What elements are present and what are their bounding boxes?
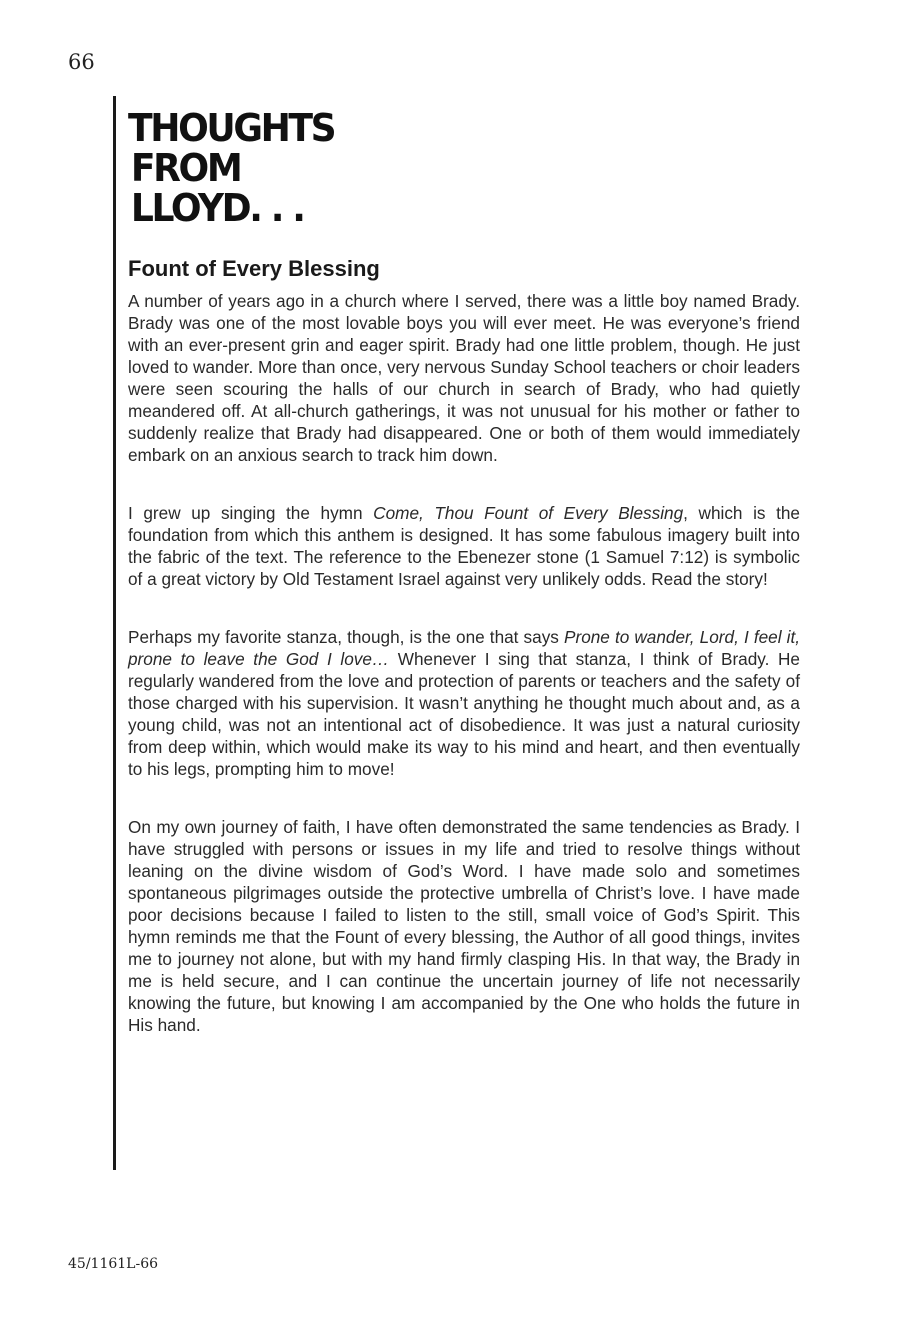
paragraph-1: A number of years ago in a church where I served, there was a little boy named Brady. Brady was one of the most lovable boys you will ever meet. He was everyone’s friend with an ever-present grin and eager spirit. Brady had one little problem, though. He just loved to wander. More than once, very nervous Sunday School teachers or choir leaders were seen scouring the halls of our church in search of Brady, who had quietly meandered off. At all-church gatherings, it was not unusual for his mother or father to suddenly realize that Brady had disappeared. One or both of them would immediately embark on an anxious search to track him down. [128, 291, 800, 465]
paragraph-3 [128, 626, 800, 780]
paragraph-3-text-start: Perhaps my favorite stanza, though, is the one that says [128, 627, 564, 647]
article [128, 108, 800, 1036]
article-title: Fount of Every Blessing [128, 256, 380, 281]
paragraph-2-text-end: , which is the foundation from which this anthem is designed. It has some fabulous imagery built into the fabric of the text. The reference to the Ebenezer stone (1 Samuel 7:12) is symbolic of a great victory by Old Testament Israel against very unlikely odds. Read the story! [128, 503, 800, 589]
heading-line-3: LLOYD. . . [130, 186, 304, 230]
page-number: 66 [68, 50, 95, 74]
catalog-code: 45/1161L-66 [68, 1256, 159, 1272]
hymn-quote: Prone to wander, Lord, I feel it, prone to leave the God I love… [128, 627, 800, 669]
paragraph-2-text-start: I grew up singing the hymn [128, 503, 374, 523]
vertical-rule [113, 96, 116, 1170]
hymn-title: Come, Thou Fount of Every Blessing [373, 503, 684, 523]
paragraph-3-text-end: Whenever I sing that stanza, I think of Brady. He regularly wandered from the love and protection of parents or teachers and the safety of those charged with his supervision. It wasn’t anything he thought much about and, as a young child, was not an intentional act of disobedience. It was just a natural curiosity from deep within, which would make its way to his mind and heart, and then eventually to his legs, prompting him to move! [128, 649, 800, 779]
section-heading [128, 108, 766, 228]
heading-line-1: THOUGHTS [128, 106, 335, 150]
heading-line-2: FROM [130, 146, 241, 190]
paragraph-4: On my own journey of faith, I have often demonstrated the same tendencies as Brady. I have struggled with persons or issues in my life and tried to resolve things without leaning on the divine wisdom of God’s Word. I have made solo and sometimes spontaneous pilgrimages outside the protective umbrella of Christ’s love. I have made poor decisions because I failed to listen to the still, small voice of God’s Spirit. This hymn reminds me that the Fount of every blessing, the Author of all good things, invites me to journey not alone, but with my hand firmly clasping His. In that way, the Brady in me is held secure, and I can continue the uncertain journey of life not necessarily knowing the future, but knowing I am accompanied by the One who holds the future in His hand. [128, 817, 800, 1035]
paragraph-2 [128, 502, 800, 590]
